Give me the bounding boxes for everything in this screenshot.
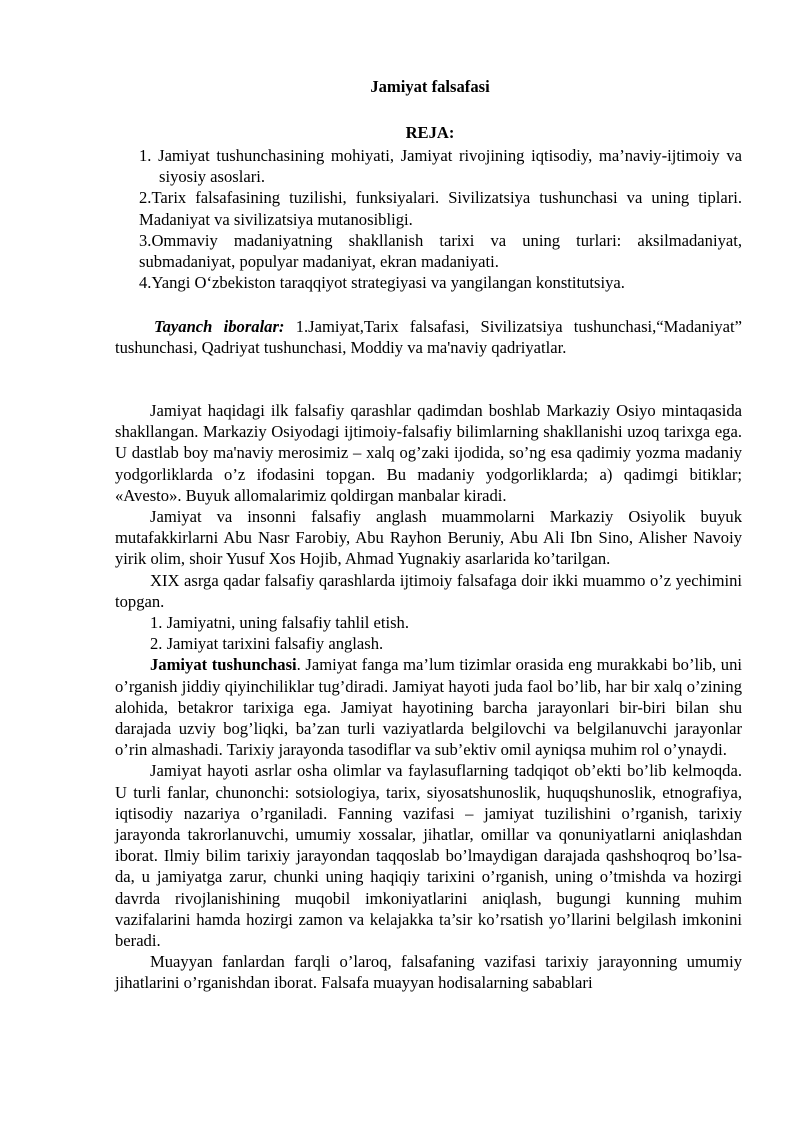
keywords-paragraph [115, 316, 742, 358]
paragraph-6: Muayyan fanlardan farqli o’laroq, falsafaning vazifasi tarixiy jarayonning umumiy jihatlarini o’rganishdan iborat. Falsafa muayyan hodisalarning sabablari [115, 952, 742, 993]
body-text [115, 400, 742, 994]
paragraph-1: Jamiyat haqidagi ilk falsafiy qarashlar qadimdan boshlab Markaziy Osiyo mintaqasida shakllangan. Markaziy Osiyodagi ijtimoiy-falsafiy bilimlarning shakllanishi uzoq tarixga ega. U dastlab boy ma'naviy merosimiz – xalq og’zaki ijodida, so’ng esa qadimiy yozma madaniy yodgorliklarda o’z ifodasini topgan. Bu madaniy yodgorliklarda; a) qadimgi bitiklar; «Avesto». Buyuk allomalarimiz qoldirgan manbalar kiradi. [115, 401, 742, 505]
paragraph-5: Jamiyat hayoti asrlar osha olimlar va faylasuflarning tadqiqot ob’ekti bo’lib kelmoqda. U turli fanlar, chunonchi: sotsiologiya, tarix, siyosatshunoslik, huquqshunoslik, etnografiya, iqtisodiy nazariya o’rganiladi. Fanning vazifasi – jamiyat tuzilishini o’rganish, tarixiy jarayonda takrorlanuvchi, umumiy xossalar, jihatlar, omillar va qonuniyatlarni aniqlashdan iborat. Ilmiy bilim tarixiy jarayondan taqqoslab bo’lmaydigan darajada qashshoqroq bo’lsa-da, u jamiyatga zarur, chunki uning haqiqiy tarixini o’rganish, uning o’tmishda va hozirgi davrda rivojlanishining muqobil imkoniyatlarini aniqlash, bugungi kunning muhim vazifalarini hamda hozirgi zamon va kelajakka ta’sir ko’rsatish yo’llarini belgilash imkonini beradi. [115, 761, 742, 951]
document-title: Jamiyat falsafasi [370, 77, 490, 96]
list-item-1: 1. Jamiyatni, uning falsafiy tahlil etish. [150, 613, 410, 633]
plan-item-2: 2.Tarix falsafasining tuzilishi, funksiyalari. Sivilizatsiya tushunchasi va uning tiplari. Madaniyat va sivilizatsiya mutanosibligi. [139, 188, 742, 229]
plan-item-4: 4.Yangi O‘zbekiston taraqqiyot strategiyasi va yangilangan konstitutsiya. [139, 273, 625, 293]
term-jamiyat-tushunchasi: Jamiyat tushunchasi [150, 655, 297, 675]
paragraph-4 [115, 654, 742, 760]
paragraph-4-text: . Jamiyat fanga ma’lum tizimlar orasida eng murakkabi bo’lib, uni o’rganish jiddiy qiyinchiliklar tug’diradi. Jamiyat hayoti juda faol bo’lib, har bir xalq o’zining alohida, betakror tarixiga ega. Jamiyat hayotining barcha jarayonlari bir-biri bilan shu darajada uzviy bog’liqki, ba’zan turli vaziyatlarda belgilovchi va belgilanuvchi jarayonlar o’rin almashadi. Tarixiy jarayonda tasodiflar va sub’ektiv omil ayniqsa muhim rol o’ynaydi. [115, 655, 742, 760]
plan-heading: REJA: [405, 123, 455, 142]
keywords-text: 1.Jamiyat,Tarix falsafasi, Sivilizatsiya tushunchasi,“Madaniyat” tushunchasi, Qadriyat tushunchasi, Moddiy va ma'naviy qadriyatlar. [115, 317, 742, 358]
plan-list [139, 145, 742, 293]
paragraph-3: XIX asrga qadar falsafiy qarashlarda ijtimoiy falsafaga doir ikki muammo o’z yechimini topgan. [115, 570, 742, 611]
keywords-label: Tayanch iboralar: [154, 317, 285, 336]
list-item-2: 2. Jamiyat tarixini falsafiy anglash. [150, 634, 384, 654]
plan-item-1: 1. Jamiyat tushunchasining mohiyati, Jamiyat rivojining iqtisodiy, ma’naviy-ijtimoiy va siyosiy asoslari. [139, 146, 742, 187]
paragraph-2: Jamiyat va insonni falsafiy anglash muammolarni Markaziy Osiyolik buyuk mutafakkirlarni Abu Nasr Farobiy, Abu Rayhon Beruniy, Abu Ali Ibn Sino, Alisher Navoiy yirik olim, shoir Yusuf Xos Hojib, Ahmad Yugnakiy asarlarida ko’tarilgan. [115, 507, 742, 569]
plan-item-3: 3.Ommaviy madaniyatning shakllanish tarixi va uning turlari: aksilmadaniyat, submadaniyat, populyar madaniyat, ekran madaniyati. [139, 230, 742, 272]
